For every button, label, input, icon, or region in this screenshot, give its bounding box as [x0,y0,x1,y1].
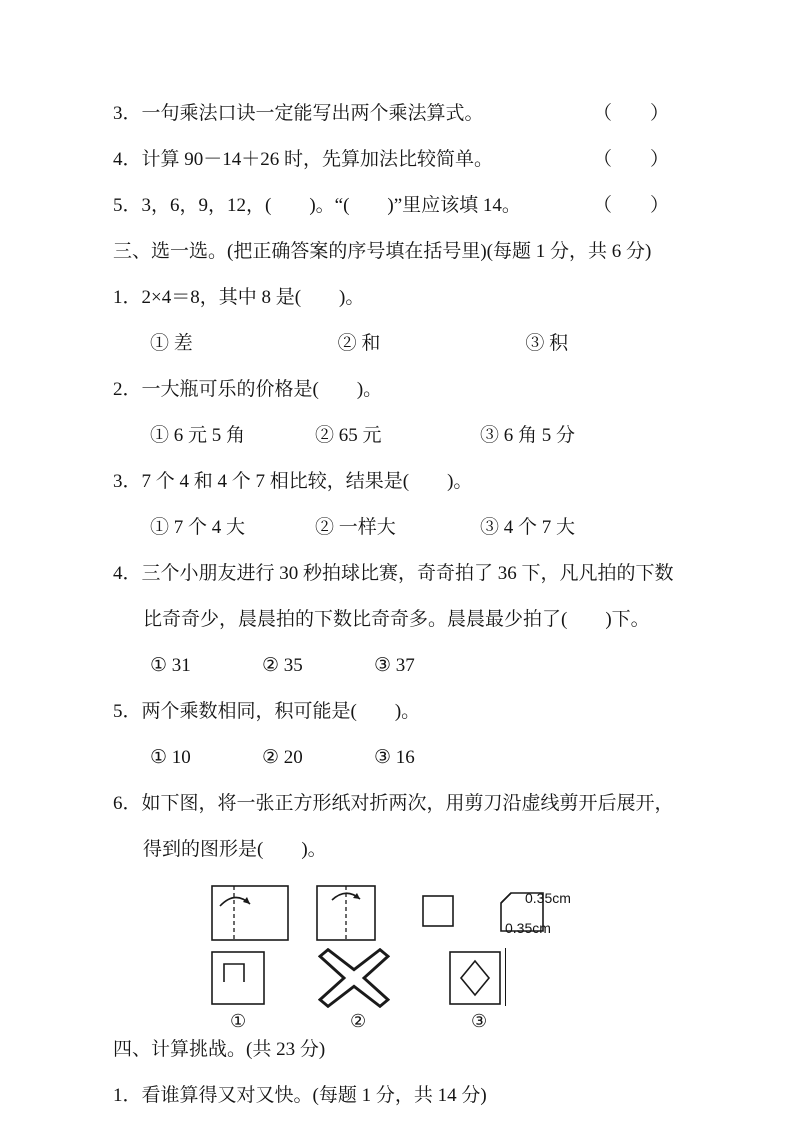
judge-question-4 [113,148,669,172]
section-3-title: 三、选一选。(把正确答案的序号填在括号里)(每题 1 分，共 6 分) [113,241,652,262]
judge-question-text: 3．一句乘法口诀一定能写出两个乘法算式。 [113,103,484,124]
judge-question-3 [113,102,669,126]
question-3-stem: 3．7 个 4 和 4 个 7 相比较，结果是( )。 [113,471,473,492]
option-2: ② 20 [262,747,303,768]
fold-step-2-figure [315,884,377,942]
option-3: ③ 16 [374,747,415,768]
answer-shape-2-figure [318,948,390,1008]
section-4-sub1: 1．看谁算得又对又快。(每题 1 分，共 14 分) [113,1085,487,1106]
judge-question-text: 4．计算 90－14＋26 时，先算加法比较简单。 [113,149,494,170]
question-5-options [113,746,713,770]
question-6-stem-line-2: 得到的图形是( )。 [143,839,327,860]
answer-shape-1-label: ① [230,1011,247,1031]
option-3: ③ 6 角 5 分 [480,425,576,446]
question-6-stem-line-1: 6．如下图，将一张正方形纸对折两次，用剪刀沿虚线剪开后展开， [113,793,674,814]
answer-shape-3-figure [448,950,502,1006]
question-1-options [113,332,713,356]
answer-shape-2-label: ② [350,1011,367,1031]
answer-bracket: （ ） [592,149,669,170]
option-3: ③ 37 [374,655,415,676]
option-2: ② 和 [337,333,381,354]
vertical-mark [505,948,506,1006]
answer-shape-3-label: ③ [471,1011,488,1031]
option-3: ③ 积 [525,333,569,354]
question-2-stem: 2．一大瓶可乐的价格是( )。 [113,379,383,400]
answer-bracket: （ ） [592,195,669,216]
option-2: ② 一样大 [315,517,396,538]
option-1: ① 差 [150,333,193,354]
question-4-stem-line-2: 比奇奇少，晨晨拍的下数比奇奇多。晨晨最少拍了( )下。 [143,609,650,630]
question-4-options [113,654,713,678]
question-3-options [113,516,713,540]
section-4-title: 四、计算挑战。(共 23 分) [113,1039,326,1060]
option-1: ① 10 [150,747,191,768]
answer-shape-1-figure [210,950,266,1006]
answer-bracket: （ ） [592,103,669,124]
question-4-stem-line-1: 4．三个小朋友进行 30 秒拍球比赛，奇奇拍了 36 下，凡凡拍的下数 [113,563,674,584]
option-1: ① 7 个 4 大 [150,517,246,538]
fold-step-1-figure [210,884,290,942]
question-1-stem: 1．2×4＝8，其中 8 是( )。 [113,287,365,308]
question-5-stem: 5．两个乘数相同，积可能是( )。 [113,701,421,722]
judge-question-text: 5．3，6，9，12，( )。“( )”里应该填 14。 [113,195,521,216]
question-2-options [113,424,713,448]
cut-dimension-label-top: 0.35cm [525,890,571,906]
option-2: ② 35 [262,655,303,676]
option-1: ① 6 元 5 角 [150,425,246,446]
option-2: ② 65 元 [315,425,382,446]
option-1: ① 31 [150,655,191,676]
question-6-figure-area [113,884,713,1034]
cut-dimension-label-bottom: 0.35cm [505,920,551,936]
option-3: ③ 4 个 7 大 [480,517,576,538]
fold-step-3-figure [421,894,455,928]
judge-question-5 [113,194,669,218]
